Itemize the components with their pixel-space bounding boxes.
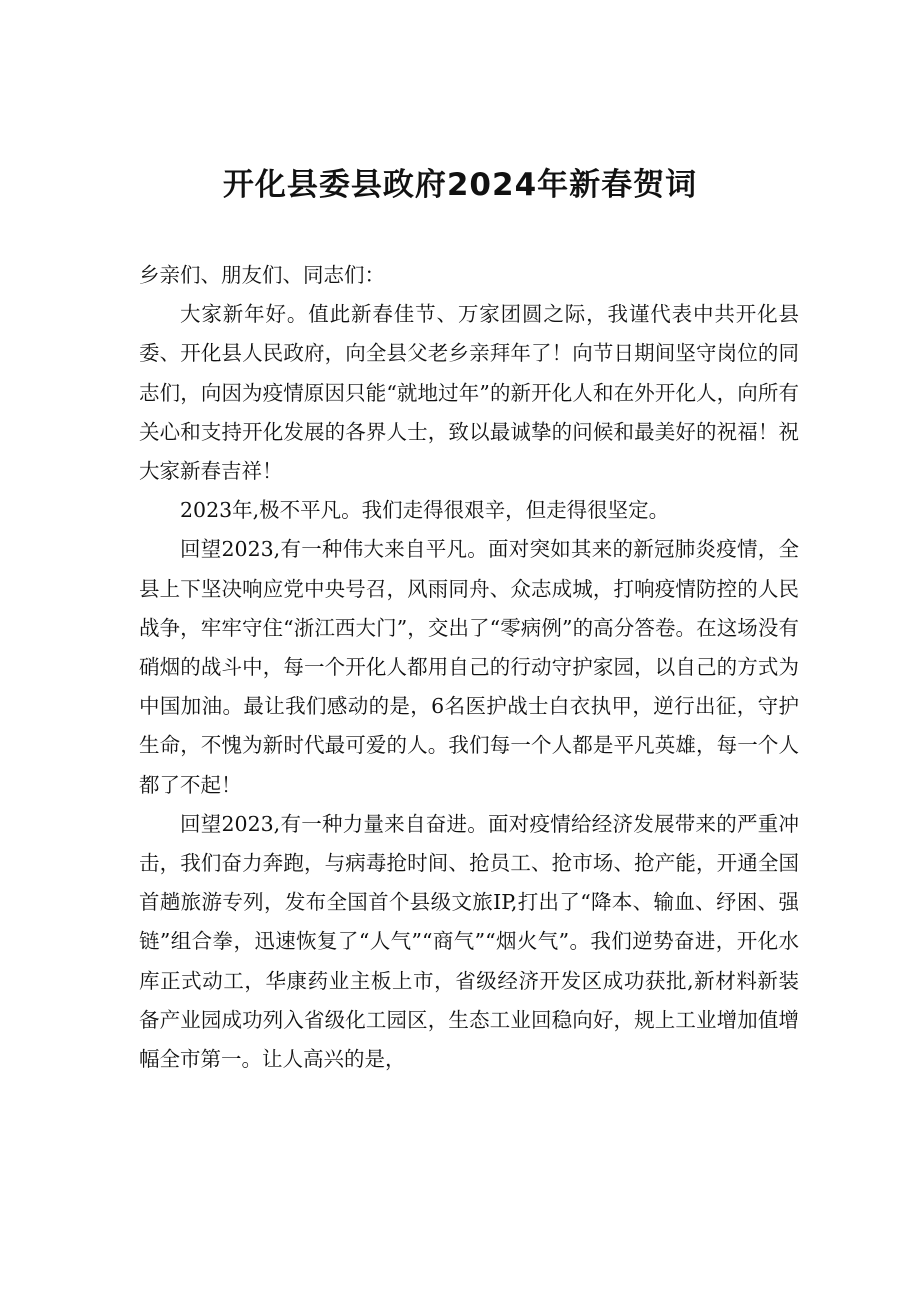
paragraph-greeting: 大家新年好。值此新春佳节、万家团圆之际，我谨代表中共开化县委、开化县人民政府，向全县父老乡亲拜年了！向节日期间坚守岗位的同志们，向因为疫情原因只能“就地过年”的新开化人和在外开化人，向所有关心和支持开化发展的各界人士，致以最诚挚的问候和最美好的祝福！祝大家新春吉祥！ [139,302,799,484]
paragraph-review-ordinary: 回望2023,有一种伟大来自平凡。面对突如其来的新冠肺炎疫情，全县上下坚决响应党中央号召，风雨同舟、众志成城，打响疫情防控的人民战争，牢牢守住“浙江西大门”，交出了“零病例”的高分答卷。在这场没有硝烟的战斗中，每一个开化人都用自己的行动守护家园，以自己的方式为中国加油。最让我们感动的是，6名医护战士白衣执甲，逆行出征，守护生命，不愧为新时代最可爱的人。我们每一个人都是平凡英雄，每一个人都了不起！ [139,537,799,797]
document-title: 开化县委县政府2024年新春贺词 [222,167,698,203]
paragraph-year-summary: 2023年,极不平凡。我们走得很艰辛，但走得很坚定。 [180,498,670,523]
paragraph-review-progress: 回望2023,有一种力量来自奋进。面对疫情给经济发展带来的严重冲击，我们奋力奔跑，与病毒抢时间、抢员工、抢市场、抢产能，开通全国首趟旅游专列，发布全国首个县级文旅IP,打出了“降本、输血、纾困、强链”组合拳，迅速恢复了“人气”“商气”“烟火气”。我们逆势奋进，开化水库正式动工，华康药业主板上市，省级经济开发区成功获批,新材料新装备产业园成功列入省级化工园区，生态工业回稳向好，规上工业增加值增幅全市第一。让人高兴的是， [139,811,799,1072]
document-body [139,256,799,1079]
salutation: 乡亲们、朋友们、同志们： [139,263,385,287]
